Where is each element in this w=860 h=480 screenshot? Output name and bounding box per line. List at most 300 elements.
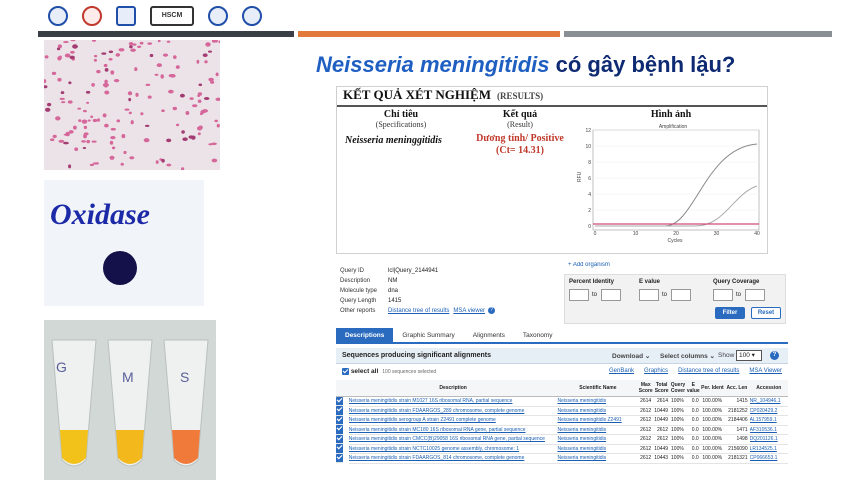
tab-alignments[interactable]: Alignments <box>472 332 505 339</box>
percent-identity-min[interactable] <box>569 289 589 301</box>
slide-title <box>316 52 735 78</box>
gram-cell <box>110 136 115 139</box>
gram-cell <box>199 84 203 87</box>
acc-link[interactable]: LR134525.1 <box>749 445 777 452</box>
gram-cell <box>103 113 107 117</box>
gram-cell <box>86 91 90 94</box>
cell-sci <box>557 406 638 416</box>
row-checkbox[interactable] <box>336 416 343 426</box>
emblem-logo-icon <box>208 6 228 26</box>
desc-link[interactable]: Neisseria meningitidis strain CMCC(B)29058 16S ribosomal RNA gene, partial sequence <box>348 436 545 443</box>
gram-cell <box>200 110 204 114</box>
col-acc-len[interactable]: Acc. Len <box>724 380 750 396</box>
acc-link[interactable]: AL157959.1 <box>749 417 777 424</box>
cell-acc <box>750 444 788 454</box>
cell-desc <box>349 396 558 406</box>
plot-ytick: 8 <box>588 160 591 166</box>
cell-acc <box>750 406 788 416</box>
col-accession[interactable]: Accession <box>750 380 788 396</box>
gram-cell <box>110 70 114 74</box>
cell-sci <box>557 444 638 454</box>
col-image: Hình ảnh <box>650 109 692 120</box>
gram-cell <box>204 60 207 63</box>
show-count-select[interactable]: 100 ▾ <box>736 350 762 361</box>
cell-e: 0.0 <box>686 396 701 406</box>
tubes-image <box>44 320 216 480</box>
row-checkbox[interactable] <box>336 454 343 464</box>
table-row[interactable] <box>336 425 788 435</box>
table-row[interactable] <box>336 454 788 464</box>
gram-cell <box>211 143 217 146</box>
cell-total: 10449 <box>654 445 669 452</box>
acc-link[interactable]: CP020429.2 <box>749 407 778 414</box>
gram-cell <box>57 78 61 82</box>
gram-cell <box>73 126 77 130</box>
hscm-logo: HSCM <box>150 6 194 26</box>
gram-cell <box>104 91 109 95</box>
gram-cell <box>182 137 187 141</box>
row-checkbox[interactable] <box>336 397 343 407</box>
gram-cell <box>166 164 171 167</box>
col-description[interactable]: Description <box>349 380 558 396</box>
tab-graphic-summary[interactable]: Graphic Summary <box>402 332 455 339</box>
caduceus-logo-icon <box>116 6 136 26</box>
tab-taxonomy[interactable]: Taxonomy <box>522 332 553 339</box>
gram-cell <box>86 102 89 104</box>
gram-cell <box>91 83 95 87</box>
cell-len: 2181252 <box>724 406 750 416</box>
logo-strip <box>48 6 262 26</box>
section-help-icon[interactable]: ? <box>770 351 779 360</box>
gram-cell <box>112 147 115 150</box>
cell-max: 2614 <box>640 398 652 404</box>
gram-cell <box>189 135 194 138</box>
gram-cell <box>92 141 97 143</box>
university-logo-icon <box>48 6 68 26</box>
selected-count: 100 sequences selected <box>382 369 437 376</box>
filter-panel: Percent Identity E value Query Coverage to to to Filter Reset <box>564 274 786 324</box>
gram-cell <box>83 147 86 149</box>
cell-e: 0.0 <box>686 444 701 454</box>
query-coverage-max[interactable] <box>745 289 765 301</box>
gram-cell <box>158 40 161 42</box>
gram-cell <box>145 125 149 127</box>
graphics-link[interactable]: Graphics <box>644 368 669 374</box>
gram-cell <box>70 56 75 60</box>
gram-stain-image <box>44 40 220 170</box>
gram-cell <box>216 98 221 101</box>
plot-ytick: 12 <box>585 128 591 134</box>
cell-acc <box>750 435 788 445</box>
header-bar-right <box>564 31 832 37</box>
gram-cell <box>82 120 88 124</box>
table-row[interactable] <box>336 406 788 416</box>
gram-cell <box>61 101 65 103</box>
e-value-max[interactable] <box>671 289 691 301</box>
percent-identity-max[interactable] <box>601 289 621 301</box>
tube-label-g: G <box>56 359 67 375</box>
gram-cell <box>134 67 137 71</box>
cell-e: 0.0 <box>686 416 701 426</box>
cell-e: 0.0 <box>686 454 701 464</box>
gram-cell <box>197 60 200 64</box>
gram-cell <box>55 116 60 120</box>
select-all-checkbox[interactable]: select all 100 sequences selected <box>342 368 436 375</box>
gram-cell <box>109 58 113 61</box>
desc-link[interactable]: Neisseria meningitidis strain FDAARGOS_814 chromosome, complete genome <box>348 455 525 462</box>
acc-link[interactable]: DQ201126.1 <box>749 436 778 443</box>
plot-ytick: 10 <box>585 144 591 150</box>
cell-ident: 100.00% <box>702 426 723 433</box>
plot-xtick: 10 <box>632 231 639 237</box>
msa-viewer-link-2[interactable]: MSA Viewer <box>749 368 782 374</box>
cell-total: 2612 <box>653 425 670 435</box>
gram-cell <box>128 98 131 101</box>
sci-link[interactable]: Neisseria meningitidis <box>557 407 607 414</box>
plot-title: Amplification <box>658 124 688 130</box>
gram-cell <box>216 73 219 77</box>
sci-link[interactable]: Neisseria meningitidis <box>557 398 607 404</box>
gram-cell <box>176 65 180 69</box>
gram-cell <box>44 79 46 83</box>
gram-cell <box>197 126 202 130</box>
select-columns-menu[interactable]: Select columns ⌄ <box>660 353 715 360</box>
cell-sci <box>557 454 638 464</box>
plot-ytick: 0 <box>588 224 591 230</box>
result-value: Dương tính/ Positive (Ct= 14.31) <box>476 133 564 156</box>
gram-cell <box>129 42 134 46</box>
gram-cell <box>147 42 152 44</box>
sci-link[interactable]: Neisseria meningitidis <box>557 445 607 452</box>
sci-link[interactable]: Neisseria meningitidis Z2491 <box>557 417 622 424</box>
cell-desc <box>349 435 558 445</box>
cell-ident: 100.00% <box>702 436 723 443</box>
gram-cell <box>96 70 100 73</box>
plot-ylabel: RFU <box>577 171 583 182</box>
cell-acc <box>750 416 788 426</box>
cell-cover: 100% <box>671 436 684 443</box>
gram-cell <box>58 44 62 48</box>
tube-label-s: S <box>180 369 190 385</box>
cell-max: 2612 <box>640 407 652 414</box>
sci-link[interactable]: Neisseria meningitidis <box>557 455 607 462</box>
gram-cell <box>198 100 202 103</box>
gram-cell <box>146 84 151 86</box>
filter-button[interactable]: Filter <box>715 307 745 319</box>
result-header-sub: (RESULTS) <box>496 91 544 101</box>
gram-cell <box>148 96 152 99</box>
tab-descriptions[interactable]: Descriptions <box>336 328 393 342</box>
plot-ytick: 6 <box>588 176 591 182</box>
specimen-name: Neisseria meninggitidis <box>345 135 442 146</box>
cell-max: 2612 <box>640 417 652 424</box>
row-checkbox[interactable] <box>336 406 343 416</box>
acc-link[interactable]: AF310536.1 <box>749 426 777 433</box>
cell-sci <box>557 396 638 406</box>
gram-cell <box>97 118 100 122</box>
gram-cell <box>104 64 108 67</box>
col-per-ident[interactable]: Per. Ident <box>701 380 724 396</box>
cell-len: 1471 <box>724 425 750 435</box>
gram-cell <box>212 40 216 43</box>
sci-link[interactable]: Neisseria meningitidis <box>557 426 607 433</box>
msa-viewer-link[interactable]: MSA viewer <box>453 308 486 314</box>
table-row[interactable] <box>336 396 788 406</box>
col-specifications: Chỉ tiêu (Specifications) <box>375 109 427 129</box>
gram-cell <box>176 124 179 127</box>
query-coverage-label: Query Coverage <box>713 279 760 285</box>
cell-sci <box>557 425 638 435</box>
col-scientific-name[interactable]: Scientific Name <box>557 380 638 396</box>
cell-e: 0.0 <box>686 435 701 445</box>
gram-cell <box>45 55 49 58</box>
gram-cell <box>140 112 143 115</box>
add-organism-link[interactable]: + Add organism <box>568 262 610 268</box>
row-checkbox[interactable] <box>336 425 343 435</box>
gram-cell <box>181 130 185 133</box>
gram-cell <box>121 163 124 166</box>
gram-cell <box>86 140 90 143</box>
gram-cell <box>218 41 220 44</box>
gram-cell <box>167 41 171 43</box>
gram-cell <box>135 93 138 97</box>
reset-button[interactable]: Reset <box>751 307 781 319</box>
cell-max: 2612 <box>640 426 652 433</box>
gram-cell <box>92 40 96 42</box>
cell-desc <box>349 454 558 464</box>
row-checkbox[interactable] <box>336 435 343 445</box>
blast-results-panel <box>336 262 788 478</box>
tube-s-fluid <box>172 430 200 464</box>
gram-cell <box>173 107 177 110</box>
cell-ident: 100.00% <box>702 445 723 452</box>
col-e-value[interactable]: E value <box>686 380 701 396</box>
cell-cover: 100% <box>671 407 684 414</box>
gram-cell <box>94 59 97 62</box>
gram-cell <box>71 40 76 41</box>
cell-total: 10449 <box>654 417 669 424</box>
cell-len: 1498 <box>724 435 750 445</box>
title-question: có gây bệnh lậu? <box>549 52 736 77</box>
gram-cell <box>68 100 73 103</box>
genbank-link[interactable]: GenBank <box>609 368 635 374</box>
plot-ytick: 2 <box>588 208 591 214</box>
results-header-row <box>336 380 788 396</box>
gram-cell <box>94 55 97 57</box>
gram-cell <box>90 116 93 119</box>
e-value-min[interactable] <box>639 289 659 301</box>
cell-acc <box>750 454 788 464</box>
gram-cell <box>186 111 190 115</box>
desc-link[interactable]: Neisseria meningitidis serogroup A strain Z2491 complete genome <box>348 417 496 424</box>
section-header <box>336 348 788 364</box>
gram-cell <box>204 97 210 100</box>
oxidase-test-image <box>44 180 204 306</box>
distance-tree-link[interactable]: Distance tree of results <box>388 308 450 314</box>
acc-link[interactable]: CP066653.1 <box>749 455 778 462</box>
tube-g-fluid <box>60 430 88 464</box>
oxidase-handwriting: Oxidase <box>50 198 150 231</box>
desc-link[interactable]: Neisseria meningitidis strain M1027 16S ribosomal RNA, partial sequence <box>348 398 513 404</box>
cell-cover: 100% <box>671 455 684 462</box>
gram-cell <box>50 138 54 141</box>
gram-cell <box>44 85 48 88</box>
gram-cell <box>122 134 126 138</box>
cell-total: 10443 <box>654 455 669 462</box>
amplification-plot <box>575 122 767 246</box>
gram-cell <box>65 54 71 58</box>
desc-link[interactable]: Neisseria meningitidis strain MC180 16S ribosomal RNA gene, partial sequence <box>348 426 526 433</box>
cell-e: 0.0 <box>686 406 701 416</box>
test-result-panel <box>336 86 768 254</box>
gram-cell <box>114 79 119 82</box>
gram-cell <box>144 138 150 142</box>
gram-cell <box>111 128 116 131</box>
cell-desc <box>349 416 558 426</box>
results-table <box>336 380 788 464</box>
col-max-score[interactable]: Max Score <box>638 380 653 396</box>
cell-ident: 100.00% <box>702 455 723 462</box>
table-row[interactable] <box>336 444 788 454</box>
gram-cell <box>83 110 87 112</box>
gram-cell <box>103 83 109 87</box>
plot-xtick: 40 <box>754 231 760 237</box>
gram-cell <box>208 51 212 53</box>
cell-cover: 100% <box>671 426 684 433</box>
table-row[interactable] <box>336 416 788 426</box>
cell-max: 2612 <box>640 455 652 462</box>
gram-cell <box>105 68 109 72</box>
gram-cell <box>45 108 50 112</box>
gram-cell <box>150 54 154 57</box>
gram-cell <box>110 156 115 160</box>
e-value-label: E value <box>639 279 661 285</box>
gram-cell <box>72 44 78 48</box>
cell-total: 2612 <box>653 435 670 445</box>
gram-cell <box>63 142 69 145</box>
cell-len: 1415 <box>724 396 750 406</box>
gram-cell <box>173 55 177 59</box>
seal-logo-icon <box>242 6 262 26</box>
gram-cell <box>168 90 174 94</box>
gram-cell <box>169 74 175 77</box>
gram-cell <box>192 104 197 107</box>
gram-cell <box>130 49 136 52</box>
gram-cell <box>198 132 201 135</box>
cell-desc <box>349 406 558 416</box>
help-icon[interactable]: ? <box>488 307 495 314</box>
distance-tree-link-2[interactable]: Distance tree of results <box>678 368 740 374</box>
cell-len: 2184406 <box>724 416 750 426</box>
gram-cell <box>140 42 144 45</box>
gram-cell <box>60 98 65 100</box>
cell-max: 2612 <box>640 445 652 452</box>
gram-cell <box>161 109 165 112</box>
gram-cell <box>129 45 133 48</box>
tube-m-fluid <box>116 430 144 464</box>
row-checkbox[interactable] <box>336 444 343 454</box>
gram-cell <box>59 140 65 143</box>
show-label: Show <box>718 352 735 359</box>
percent-identity-label: Percent Identity <box>569 279 615 285</box>
desc-link[interactable]: Neisseria meningitidis strain NCTC10025 genome assembly, chromosome: 1 <box>348 445 520 452</box>
gram-cell <box>157 63 162 67</box>
gram-cell <box>93 119 98 122</box>
gram-cell <box>156 160 159 164</box>
gram-cell <box>109 51 113 54</box>
col-total-score[interactable]: Total Score <box>653 380 670 396</box>
query-coverage-min[interactable] <box>713 289 733 301</box>
cell-cover: 100% <box>671 445 684 452</box>
acc-link[interactable]: NR_104946.1 <box>749 398 781 404</box>
gram-cell <box>104 124 109 128</box>
gram-cell <box>190 97 194 100</box>
gram-cell <box>81 140 86 142</box>
gram-cell <box>125 109 130 111</box>
cell-cover: 100% <box>671 417 684 424</box>
plot-xtick: 20 <box>673 231 679 237</box>
cell-sci <box>557 416 638 426</box>
header-bar-middle <box>298 31 560 37</box>
sci-link[interactable]: Neisseria meningitidis <box>557 436 607 443</box>
gram-cell <box>74 147 78 151</box>
gram-cell <box>128 91 132 95</box>
medical-logo-icon <box>82 6 102 26</box>
col-query-cover[interactable]: Query Cover <box>670 380 686 396</box>
gram-stain-dots <box>44 40 220 170</box>
gram-cell <box>180 94 185 98</box>
gram-cell <box>61 91 65 94</box>
gram-cell <box>68 81 71 84</box>
cell-acc <box>750 425 788 435</box>
gram-cell <box>52 72 56 75</box>
gram-cell <box>217 124 220 128</box>
gram-cell <box>131 120 134 124</box>
desc-link[interactable]: Neisseria meningitidis strain FDAARGOS_289 chromosome, complete genome <box>348 407 525 414</box>
gram-cell <box>208 78 214 82</box>
download-menu[interactable]: Download ⌄ <box>612 353 651 360</box>
table-row[interactable] <box>336 435 788 445</box>
plot-xtick: 30 <box>713 231 720 237</box>
cell-len: 2181321 <box>724 454 750 464</box>
result-header-title: KẾT QUẢ XÉT NGHIỆM <box>343 87 491 102</box>
cell-acc <box>750 396 788 406</box>
gram-cell <box>181 167 184 170</box>
gram-cell <box>116 53 121 57</box>
query-meta: Query ID lcl|Query_2144941 Description NM Molecule type dna Query Length 1415 Other reports Distance tree of results MSA viewer ? <box>340 266 495 316</box>
gram-cell <box>63 41 68 43</box>
gram-cell <box>84 132 89 135</box>
gram-cell <box>123 151 126 154</box>
cell-max: 2612 <box>640 436 652 443</box>
results-toolbar <box>336 366 788 378</box>
gram-cell <box>161 74 164 78</box>
cell-len: 2156090 <box>724 444 750 454</box>
gram-cell <box>197 95 200 97</box>
cell-desc <box>349 444 558 454</box>
cell-ident: 100.00% <box>702 407 723 414</box>
cell-cover: 100% <box>671 398 684 404</box>
gram-cell <box>137 46 141 48</box>
gram-cell <box>129 156 134 159</box>
gram-cell <box>161 159 164 163</box>
cell-total: 2614 <box>653 396 670 406</box>
gram-cell <box>84 126 87 129</box>
gram-cell <box>65 132 70 136</box>
cell-sci <box>557 435 638 445</box>
plot-ytick: 4 <box>588 192 591 198</box>
result-header <box>337 87 767 107</box>
